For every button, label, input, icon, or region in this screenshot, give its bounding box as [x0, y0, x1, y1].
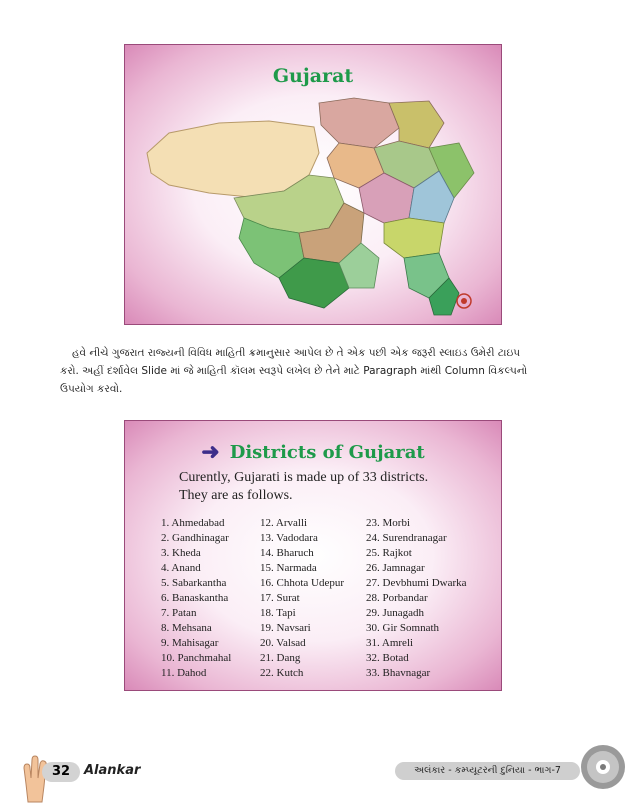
list-item: 6. Banaskantha: [161, 592, 229, 604]
list-item: 30. Gir Somnath: [366, 622, 440, 634]
list-item: 10. Panchmahal: [161, 652, 232, 664]
districts-title-text: Districts of Gujarat: [229, 441, 425, 463]
intro-line-2: They are as follows.: [179, 488, 293, 503]
list-item: 32. Botad: [366, 652, 409, 664]
list-item: 1. Ahmedabad: [161, 517, 225, 529]
list-item: 11. Dahod: [161, 667, 207, 679]
list-item: 21. Dang: [260, 652, 301, 664]
paragraph-line: ઉપયોગ કરવો.: [60, 383, 123, 395]
intro-line-1: Curently, Gujarati is made up of 33 districts.: [179, 470, 429, 485]
list-item: 14. Bharuch: [260, 547, 314, 559]
list-item: 28. Porbandar: [366, 592, 428, 604]
cd-disc-icon: [580, 744, 626, 790]
list-item: 9. Mahisagar: [161, 637, 219, 649]
list-item: 8. Mehsana: [161, 622, 212, 634]
list-item: 4. Anand: [161, 562, 201, 574]
districts-intro: [179, 469, 489, 505]
list-item: 3. Kheda: [161, 547, 201, 559]
map-slide-title: Gujarat: [272, 65, 354, 87]
list-item: 5. Sabarkantha: [161, 577, 227, 589]
districts-slide-title: [125, 441, 501, 463]
list-item: 7. Patan: [161, 607, 197, 619]
list-item: 13. Vadodara: [260, 532, 318, 544]
footer-left: [20, 754, 190, 804]
district-column-1: [161, 516, 231, 681]
districts-slide: [124, 420, 502, 691]
brand-logo: Alankar: [84, 763, 141, 778]
list-item: 12. Arvalli: [260, 517, 308, 529]
list-item: 26. Jamnagar: [366, 562, 425, 574]
list-item: 18. Tapi: [260, 607, 296, 619]
list-item: 31. Amreli: [366, 637, 414, 649]
list-item: 17. Surat: [260, 592, 300, 604]
list-item: 16. Chhota Udepur: [260, 577, 345, 589]
list-item: 25. Rajkot: [366, 547, 412, 559]
series-title: અલંકાર - કમ્પ્યૂટરની દુનિયા - ભાગ-7: [395, 762, 580, 780]
page-number: 32: [42, 762, 80, 782]
list-item: 27. Devbhumi Dwarka: [366, 577, 467, 589]
gujarat-map-image: [139, 93, 489, 323]
right-arrow-icon: ➜: [201, 439, 220, 465]
instruction-paragraph: [60, 344, 612, 398]
list-item: 20. Valsad: [260, 637, 306, 649]
list-item: 22. Kutch: [260, 667, 304, 679]
paragraph-line: હવે નીચે ગુજરાત રાજ્યની વિવિધ માહિતી ક્રમાનુસાર આપેલ છે તે એક પછી એક જરૂરી સ્લાઇડ ઉમેરી ટાઇપ: [72, 347, 521, 359]
list-item: 2. Gandhinagar: [161, 532, 229, 544]
list-item: 15. Narmada: [260, 562, 317, 574]
paragraph-line: કરો. અહીં દર્શાવેલ Slide માં જે માહિતી કૉલમ સ્વરૂપે લખેલ છે તેને માટે Paragraph માંથી Column વિકલ્પનો: [60, 365, 528, 377]
list-item: 19. Navsari: [260, 622, 311, 634]
list-item: 23. Morbi: [366, 517, 410, 529]
district-column-3: [366, 516, 467, 681]
district-column-2: [260, 516, 344, 681]
list-item: 33. Bhavnagar: [366, 667, 431, 679]
gujarat-map-slide: [124, 44, 502, 325]
list-item: 29. Junagadh: [366, 607, 425, 619]
list-item: 24. Surendranagar: [366, 532, 447, 544]
